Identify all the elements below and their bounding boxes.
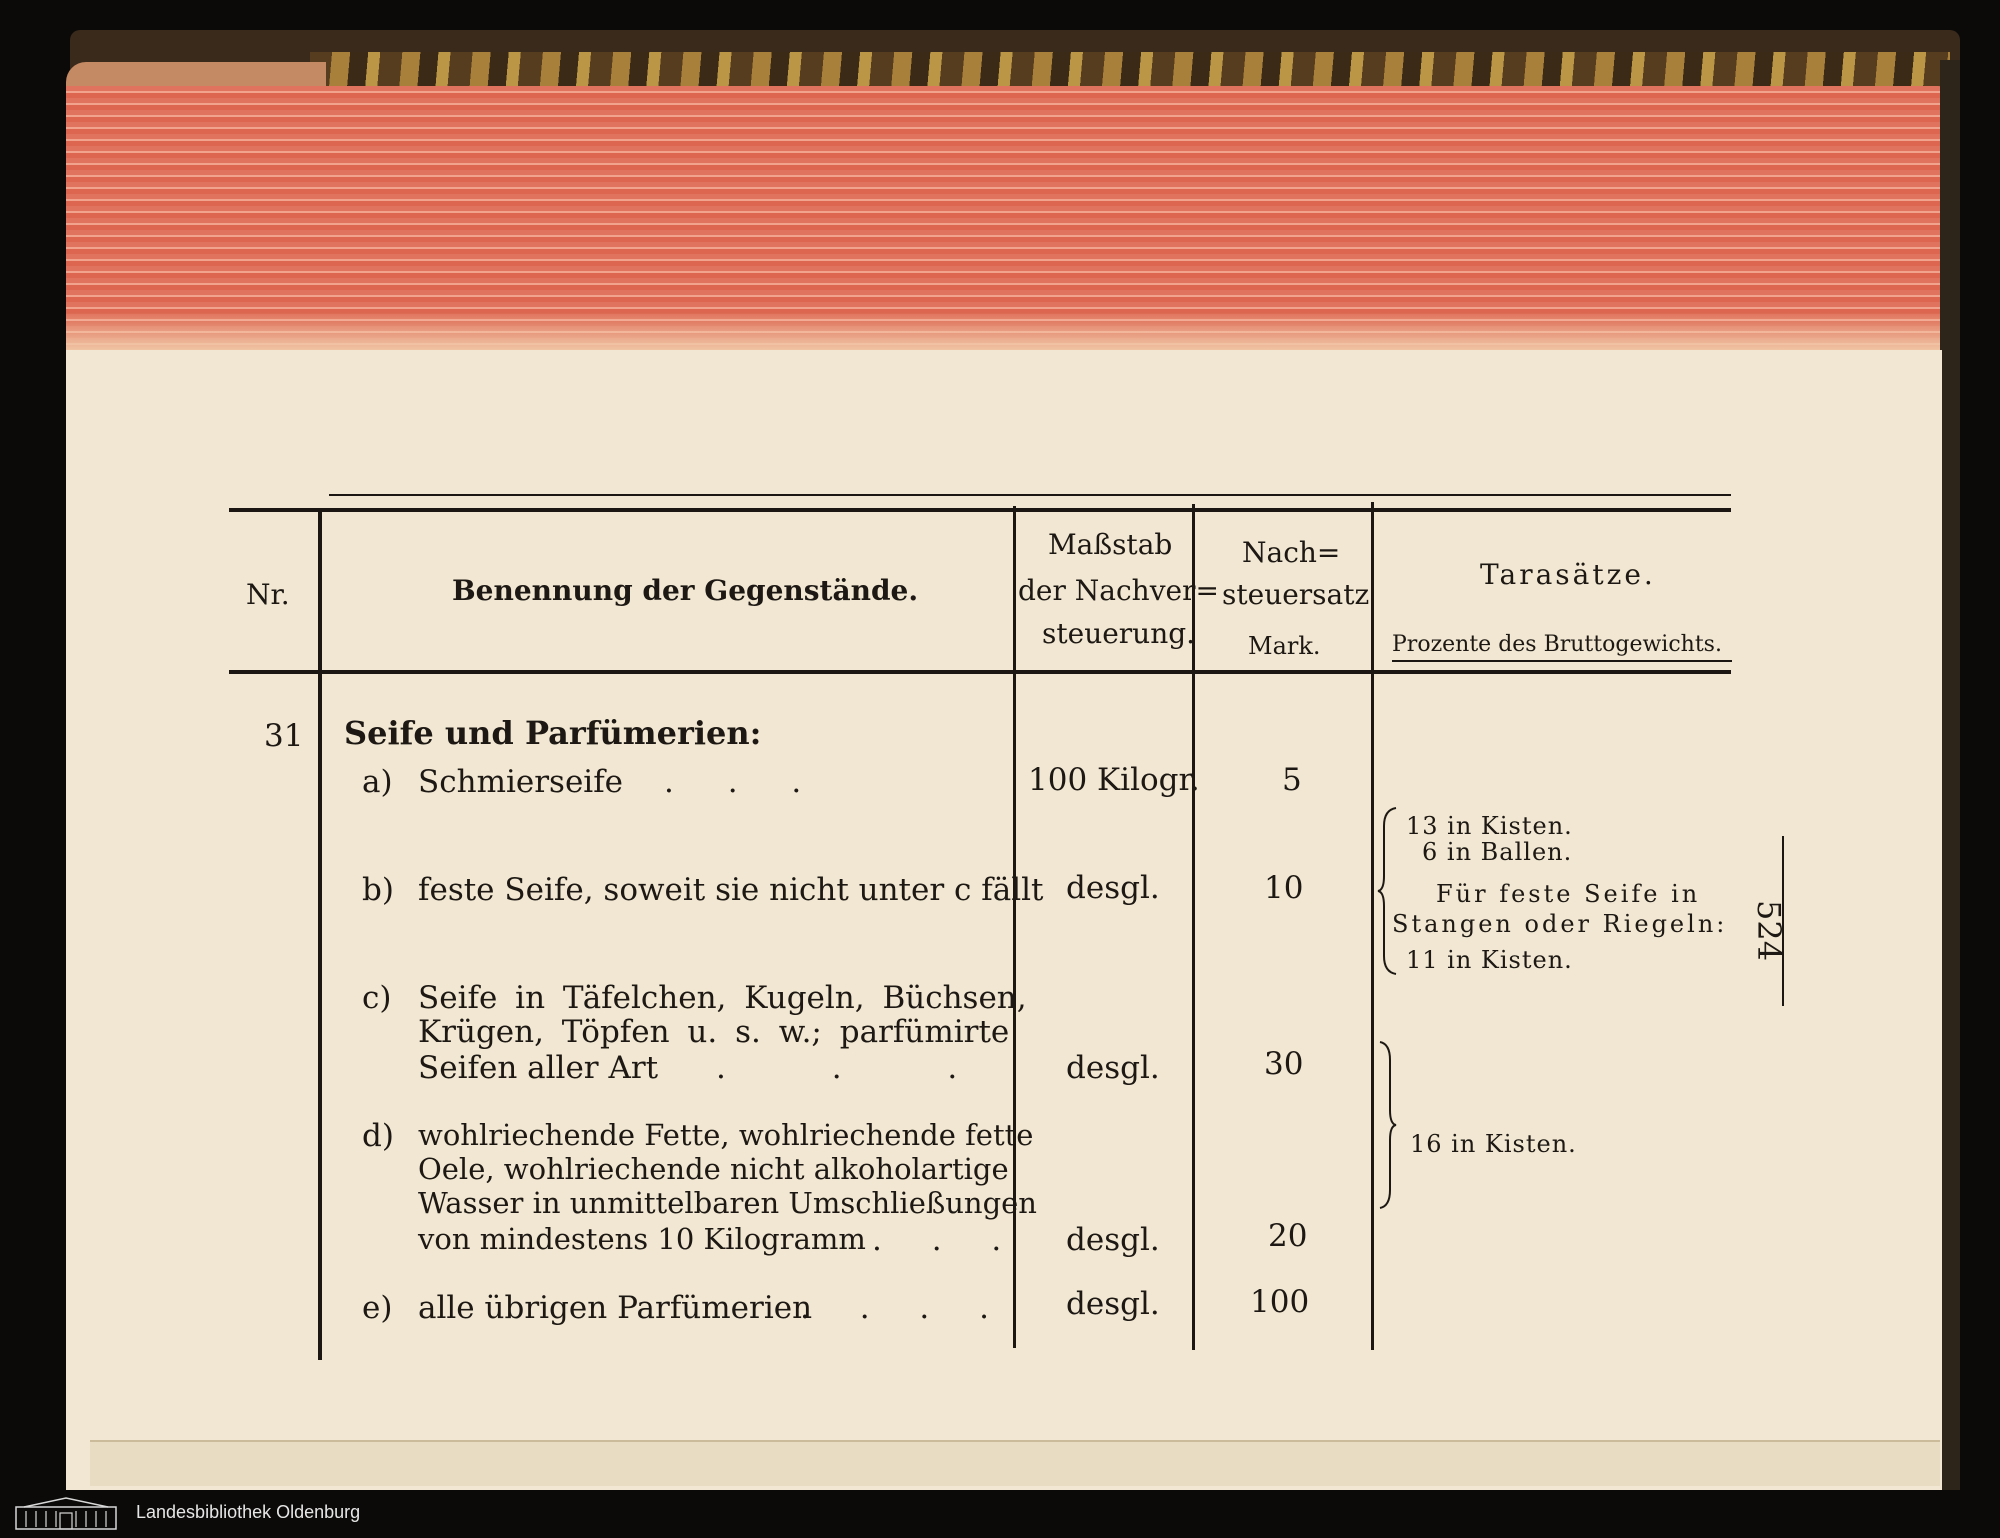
tara-ab-3: Für feste Seife in (1436, 880, 1701, 908)
library-logo-icon (14, 1497, 118, 1531)
item-d-dots: . . . (872, 1222, 1022, 1258)
item-b-rate: 10 (1264, 870, 1304, 906)
tara-cde-1: 16 in Kisten. (1410, 1130, 1577, 1158)
item-c-dots: . . . (716, 1050, 1006, 1086)
item-d-rate: 20 (1268, 1218, 1308, 1254)
item-e-dots: . . . . (800, 1290, 1009, 1326)
item-d-line4: von mindestens 10 Kilogramm (418, 1222, 866, 1256)
header-name: Benennung der Gegenstände. (452, 574, 919, 607)
book-spine (1940, 60, 1960, 1490)
item-c-letter: c) (362, 980, 392, 1016)
item-b-name: feste Seife, soweit sie nicht unter c fällt (418, 872, 1044, 908)
header-nr: Nr. (246, 578, 290, 611)
item-d-line2: Oele, wohlriechende nicht alkoholartige (418, 1152, 1009, 1186)
item-a-mass: 100 Kilogr. (1028, 762, 1200, 798)
item-c-line1: Seife in Täfelchen, Kugeln, Büchsen, (418, 980, 1027, 1016)
header-massstab-3: steuerung. (1042, 617, 1196, 650)
header-satz-2: steuersatz (1222, 578, 1370, 611)
item-d-letter: d) (362, 1118, 394, 1154)
item-a-name: Schmierseife (418, 764, 624, 800)
tara-ab-5: 11 in Kisten. (1406, 946, 1573, 974)
tara-ab-1: 13 in Kisten. (1406, 812, 1573, 840)
item-a-letter: a) (362, 764, 393, 800)
header-satz-1: Nach= (1242, 536, 1341, 569)
top-rule-thin (329, 494, 1731, 496)
header-bottom-rule (229, 670, 1731, 674)
item-a-rate: 5 (1282, 762, 1302, 798)
item-e-name: alle übrigen Parfümerien (418, 1290, 813, 1326)
item-e-letter: e) (362, 1290, 393, 1326)
library-name: Landesbibliothek Oldenburg (136, 1502, 361, 1522)
header-satz-unit: Mark. (1248, 632, 1321, 660)
item-a-dots: . . . (664, 764, 824, 800)
tara-ab-4: Stangen oder Riegeln: (1392, 910, 1728, 938)
header-tara-sub: Prozente des Bruttogewichts. (1392, 632, 1722, 657)
col-rule-4 (1371, 502, 1374, 1350)
item-b-mass: desgl. (1066, 870, 1160, 906)
item-e-rate: 100 (1250, 1284, 1310, 1320)
item-c-line2: Krügen, Töpfen u. s. w.; parfümirte (418, 1014, 1010, 1050)
item-e-mass: desgl. (1066, 1286, 1160, 1322)
top-rule-thick (229, 508, 1731, 512)
col-rule-1 (318, 510, 322, 1360)
item-c-rate: 30 (1264, 1046, 1304, 1082)
red-page-edges (66, 86, 1946, 352)
item-b-letter: b) (362, 872, 394, 908)
brace-cde (1376, 1040, 1400, 1210)
header-tara: Tarasätze. (1480, 558, 1656, 591)
header-massstab-2: der Nachver= (1018, 574, 1219, 607)
tara-sub-rule (1392, 660, 1732, 662)
item-c-mass: desgl. (1066, 1050, 1160, 1086)
tara-ab-2: 6 in Ballen. (1422, 838, 1573, 866)
entry-title: Seife und Parfümerien: (344, 714, 762, 752)
item-c-line3: Seifen aller Art (418, 1050, 659, 1086)
page-number: 524 (1750, 900, 1788, 962)
item-d-line1: wohlriechende Fette, wohlriechende fette (418, 1118, 1034, 1152)
page-bottom-edge (90, 1440, 1940, 1486)
item-d-mass: desgl. (1066, 1222, 1160, 1258)
entry-nr: 31 (264, 718, 304, 754)
header-massstab-1: Maßstab (1048, 528, 1173, 561)
item-d-line3: Wasser in unmittelbaren Umschließungen (418, 1186, 1037, 1220)
brace-ab (1376, 806, 1400, 976)
